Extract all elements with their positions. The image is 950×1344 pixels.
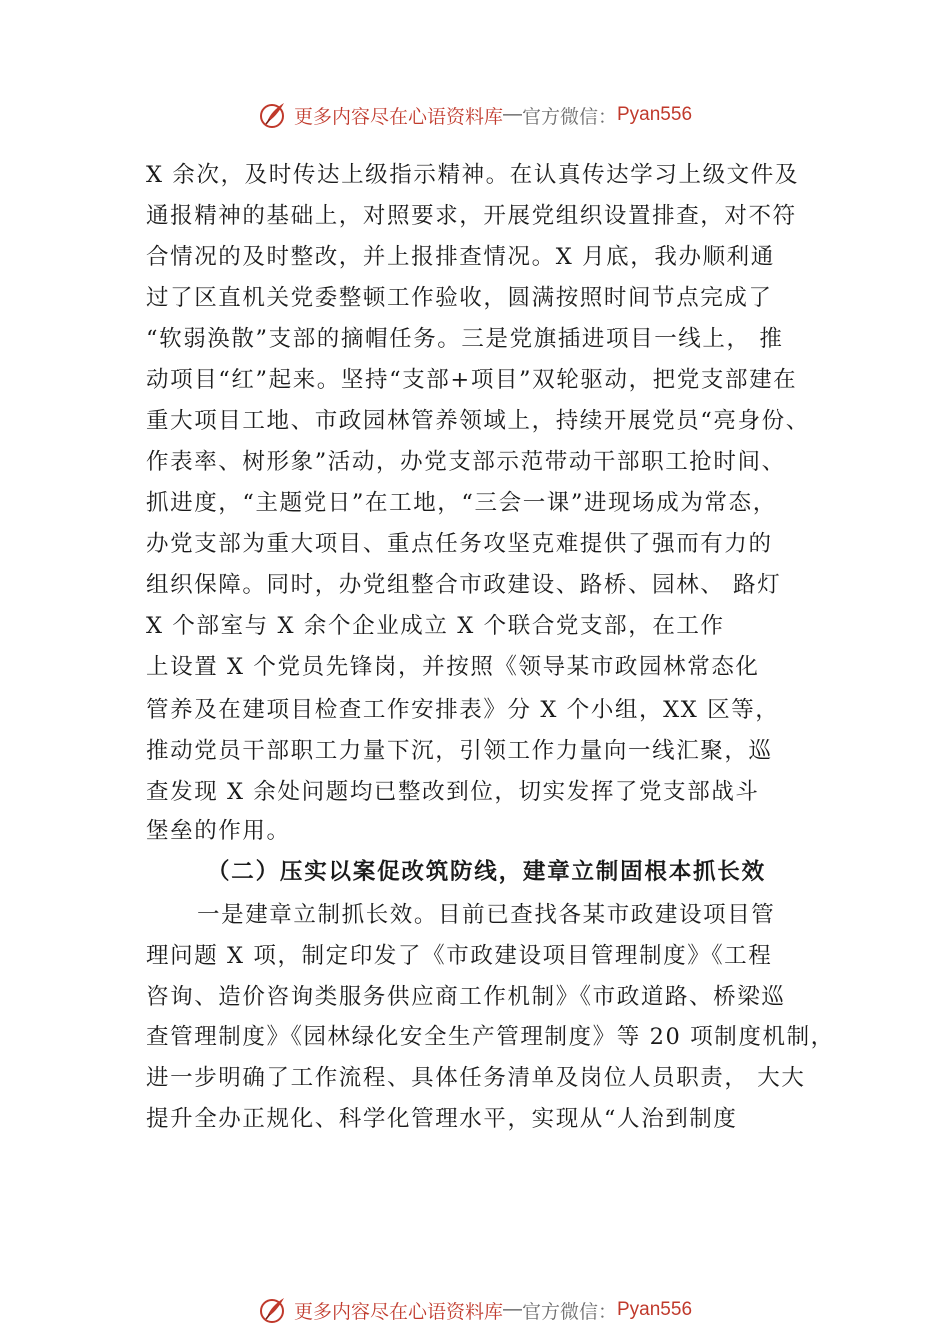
text-line: 作表率、树形象”活动，办党支部示范带动干部职工抢时间、 bbox=[146, 449, 786, 475]
text-line: 重大项目工地、市政园林管养领域上，持续开展党员“亮身份、 bbox=[146, 408, 810, 434]
text-line: 一是建章立制抓长效。目前已查找各某市政建设项目管 bbox=[197, 902, 776, 928]
text-line: 提升全办正规化、科学化管理水平，实现从“人治到制度 bbox=[146, 1106, 738, 1132]
footer-banner bbox=[0, 1290, 950, 1330]
footer-brand: 更多内容尽在心语资料库 bbox=[293, 1300, 503, 1323]
text-line: 查发现 X 余处问题均已整改到位，切实发挥了党支部战斗 bbox=[146, 779, 760, 805]
text-line: 组织保障。同时，办党组整合市政建设、路桥、园林、 路灯 bbox=[146, 572, 782, 598]
footer-dash: — bbox=[502, 1299, 522, 1320]
text-line: 过了区直机关党委整顿工作验收，圆满按照时间节点完成了 bbox=[146, 285, 773, 311]
footer-official-label: 官方微信： bbox=[521, 1300, 617, 1323]
text-line: 管养及在建项目检查工作安排表》分 X 个小组，XX 区等， bbox=[146, 697, 780, 723]
text-line: 堡垒的作用。 bbox=[146, 818, 291, 844]
header-dash: — bbox=[502, 104, 522, 125]
text-line: 咨询、造价咨询类服务供应商工作机制》《市政道路、桥梁巡 bbox=[146, 984, 786, 1010]
header-brand: 更多内容尽在心语资料库 bbox=[293, 105, 503, 128]
header-official-label: 官方微信： bbox=[521, 105, 617, 128]
text-line: 抓进度，“主题党日”在工地，“三会一课”进现场成为常态， bbox=[146, 490, 777, 516]
quill-logo-icon bbox=[258, 100, 288, 130]
text-line: “软弱涣散”支部的摘帽任务。三是党旗插进项目一线上， 推 bbox=[146, 326, 784, 352]
quill-logo-icon bbox=[258, 1295, 288, 1325]
text-line: 理问题 X 项，制定印发了《市政建设项目管理制度》《工程 bbox=[146, 943, 773, 969]
text-line: 动项目“红”起来。坚持“支部+项目”双轮驱动，把党支部建在 bbox=[146, 367, 798, 393]
text-line: 进一步明确了工作流程、具体任务清单及岗位人员职责， 大大 bbox=[146, 1065, 806, 1091]
footer-wechat-id: Pyan556 bbox=[617, 1299, 693, 1320]
text-line: X 余次，及时传达上级指示精神。在认真传达学习上级文件及 bbox=[146, 162, 799, 188]
text-line: 办党支部为重大项目、重点任务攻坚克难提供了强而有力的 bbox=[146, 531, 773, 557]
text-line: 推动党员干部职工力量下沉，引领工作力量向一线汇聚，巡 bbox=[146, 738, 773, 764]
text-line: X 个部室与 X 余个企业成立 X 个联合党支部，在工作 bbox=[146, 613, 725, 639]
section-heading: （二）压实以案促改筑防线，建章立制固根本抓长效 bbox=[207, 859, 766, 885]
text-line: 上设置 X 个党员先锋岗，并按照《领导某市政园林常态化 bbox=[146, 654, 760, 680]
header-banner bbox=[0, 95, 950, 135]
text-line: 通报精神的基础上，对照要求，开展党组织设置排查，对不符 bbox=[146, 203, 797, 229]
text-line: 查管理制度》《园林绿化安全生产管理制度》等 20 项制度机制， bbox=[146, 1024, 835, 1050]
text-line: 合情况的及时整改，并上报排查情况。X 月底，我办顺利通 bbox=[146, 244, 775, 270]
header-wechat-id: Pyan556 bbox=[617, 104, 693, 125]
